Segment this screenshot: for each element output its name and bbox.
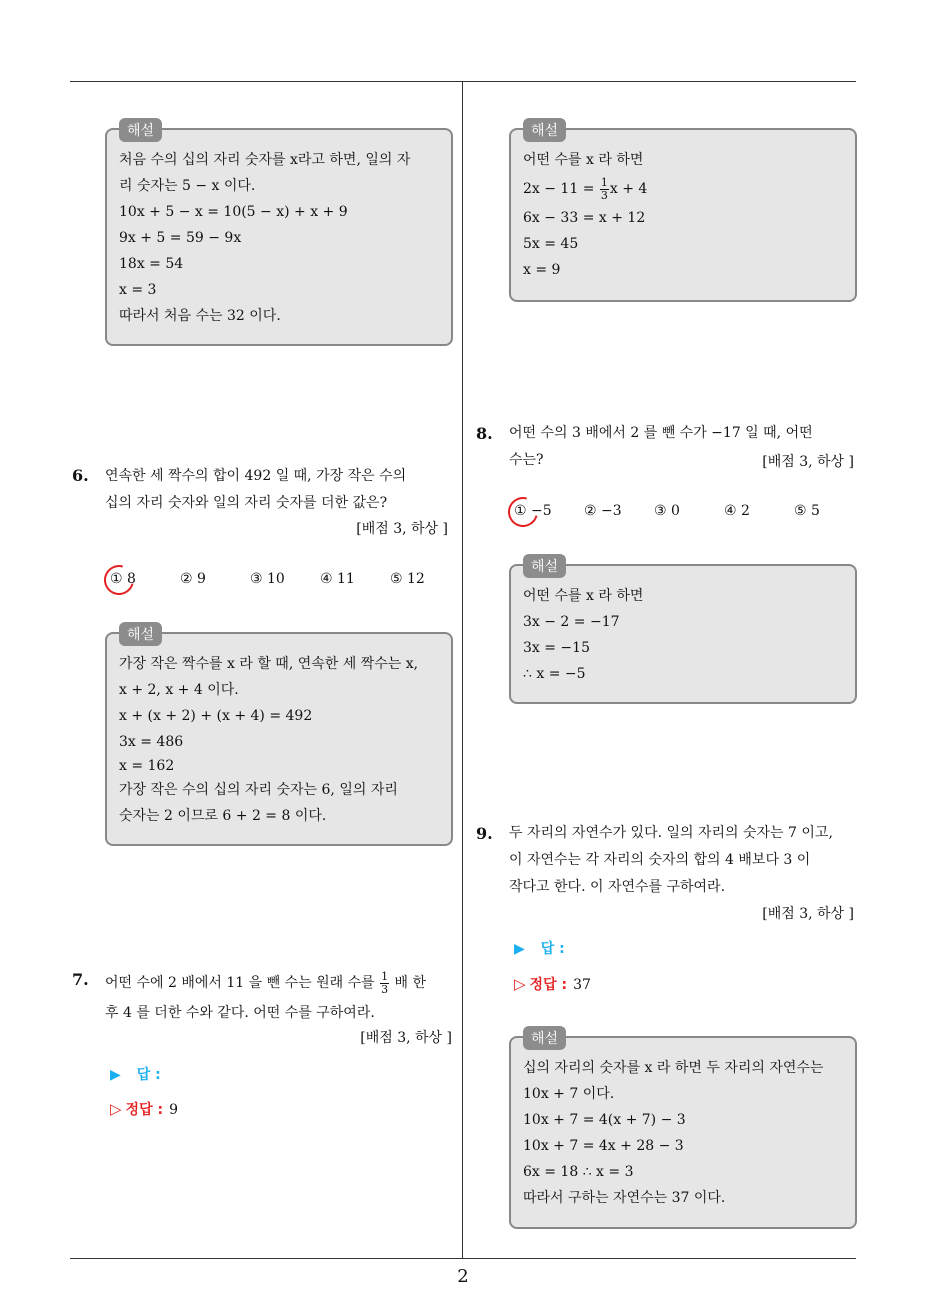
question-number-8: 8. (476, 424, 493, 443)
question-number-7: 7. (72, 970, 89, 989)
solution-line: 따라서 처음 수는 32 이다. (119, 308, 281, 324)
question-line: 후 4 를 더한 수와 같다. 어떤 수를 구하여라. (105, 1005, 375, 1021)
solution-line: 9x + 5 = 59 − 9x (119, 230, 242, 246)
page-number: 2 (457, 1266, 469, 1287)
fraction: $\frac{1}{3}$ (600, 175, 608, 202)
solution-line: 어떤 수를 x 라 하면 (523, 588, 644, 604)
answer-label: 답 : (136, 1067, 161, 1083)
solution-line: x + (x + 2) + (x + 4) = 492 (119, 708, 313, 724)
fraction: $\frac{1}{3}$ (381, 969, 389, 996)
solution-line: x = 162 (119, 758, 175, 774)
choice-4[interactable]: ④ 2 (724, 503, 750, 519)
q9-answer-row[interactable] (514, 938, 565, 958)
q6-choices (110, 571, 450, 591)
q9-solution-box (509, 1031, 857, 1229)
explanation-tag: 해설 (119, 118, 162, 142)
choice-3[interactable]: ③ 10 (250, 571, 285, 587)
q7-answer-row[interactable] (110, 1064, 161, 1084)
solution-line: 2x − 11 = $\frac{1}{3}$ x + 4 (523, 175, 648, 202)
choice-4[interactable]: ④ 11 (320, 571, 355, 587)
question-number-9: 9. (476, 824, 493, 843)
question-line: 연속한 세 짝수의 합이 492 일 때, 가장 작은 수의 (105, 468, 407, 484)
bottom-rule (70, 1258, 856, 1259)
solution-line: 리 숫자는 5 − x 이다. (119, 178, 256, 194)
play-triangle-icon: ▶ (110, 1067, 121, 1083)
solution-line: 가장 작은 짝수를 x 라 할 때, 연속한 세 짝수는 x, (119, 656, 419, 672)
column-divider (462, 82, 463, 1258)
choice-5[interactable]: ⑤ 12 (390, 571, 425, 587)
answer-label: 답 : (540, 941, 565, 957)
solution-line: 3x − 2 = −17 (523, 614, 620, 630)
top-rule (70, 81, 856, 82)
question-line: 어떤 수에 2 배에서 11 을 뺀 수는 원래 수를 $\frac{1}{3}$ 배 한 (105, 969, 427, 996)
selected-circle-mark (503, 492, 544, 533)
explanation-tag: 해설 (523, 554, 566, 578)
solution-line: 십의 자리의 숫자를 x 라 하면 두 자리의 자연수는 (523, 1060, 824, 1076)
question-line: 두 자리의 자연수가 있다. 일의 자리의 숫자는 7 이고, (509, 825, 833, 841)
solution-line: 따라서 구하는 자연수는 37 이다. (523, 1190, 726, 1206)
solution-line: 18x = 54 (119, 256, 184, 272)
correct-answer-value: 37 (573, 977, 591, 993)
correct-answer-label: 정답 : (529, 977, 568, 993)
question-line: 어떤 수의 3 배에서 2 를 뺀 수가 −17 일 때, 어떤 (509, 425, 813, 441)
explanation-tag: 해설 (119, 622, 162, 646)
outline-triangle-icon: ▷ (514, 975, 526, 993)
question-7-text (105, 966, 426, 1027)
play-triangle-icon: ▶ (514, 941, 525, 957)
q8-choices (514, 503, 854, 523)
solution-line: 5x = 45 (523, 236, 579, 252)
choice-2[interactable]: ② −3 (584, 503, 622, 519)
solution-line: x = 9 (523, 262, 561, 278)
q8-solution-box (509, 559, 857, 704)
solution-line: 처음 수의 십의 자리 숫자를 x라고 하면, 일의 자 (119, 152, 411, 168)
solution-line: 6x − 33 = x + 12 (523, 210, 646, 226)
solution-line: 6x = 18 ∴ x = 3 (523, 1164, 634, 1180)
q7-points: [배점 3, 하상 ] (360, 1030, 452, 1046)
question-9-text (509, 820, 833, 901)
explanation-tag: 해설 (523, 118, 566, 142)
explanation-tag: 해설 (523, 1026, 566, 1050)
solution-line: 10x + 7 이다. (523, 1086, 615, 1102)
solution-line: 가장 작은 수의 십의 자리 숫자는 6, 일의 자리 (119, 782, 398, 798)
solution-line: x = 3 (119, 282, 157, 298)
question-line: 십의 자리 숫자와 일의 자리 숫자를 더한 값은? (105, 495, 388, 511)
solution-line: 3x = 486 (119, 734, 184, 750)
solution-line: ∴ x = −5 (523, 666, 586, 682)
solution-line: x + 2, x + 4 이다. (119, 682, 239, 698)
question-6-text (105, 463, 406, 517)
selected-circle-mark (99, 560, 140, 601)
solution-line: 3x = −15 (523, 640, 590, 656)
choice-1-selected[interactable]: ① 8 (110, 571, 136, 587)
q9-correct-answer-row (514, 974, 591, 994)
choice-3[interactable]: ③ 0 (654, 503, 680, 519)
outline-triangle-icon: ▷ (110, 1100, 122, 1118)
solution-line: 10x + 5 − x = 10(5 − x) + x + 9 (119, 204, 348, 220)
q7-correct-answer-row (110, 1099, 178, 1119)
q8-points: [배점 3, 하상 ] (762, 454, 854, 470)
choice-2[interactable]: ② 9 (180, 571, 206, 587)
choice-1-selected[interactable]: ① −5 (514, 503, 552, 519)
q9-points: [배점 3, 하상 ] (762, 906, 854, 922)
q6-points: [배점 3, 하상 ] (356, 521, 448, 537)
question-line: 이 자연수는 각 자리의 숫자의 합의 4 배보다 3 이 (509, 852, 811, 868)
solution-line: 10x + 7 = 4(x + 7) − 3 (523, 1112, 686, 1128)
q5-solution-box (105, 123, 453, 346)
q6-solution-box (105, 627, 453, 846)
q7-solution-box (509, 123, 857, 302)
correct-answer-value: 9 (169, 1102, 178, 1118)
solution-line: 10x + 7 = 4x + 28 − 3 (523, 1138, 684, 1154)
solution-line: 숫자는 2 이므로 6 + 2 = 8 이다. (119, 808, 327, 824)
question-line: 작다고 한다. 이 자연수를 구하여라. (509, 879, 726, 895)
question-number-6: 6. (72, 466, 89, 485)
solution-line: 어떤 수를 x 라 하면 (523, 152, 644, 168)
correct-answer-label: 정답 : (125, 1102, 164, 1118)
choice-5[interactable]: ⑤ 5 (794, 503, 820, 519)
question-line: 수는? (509, 452, 544, 468)
